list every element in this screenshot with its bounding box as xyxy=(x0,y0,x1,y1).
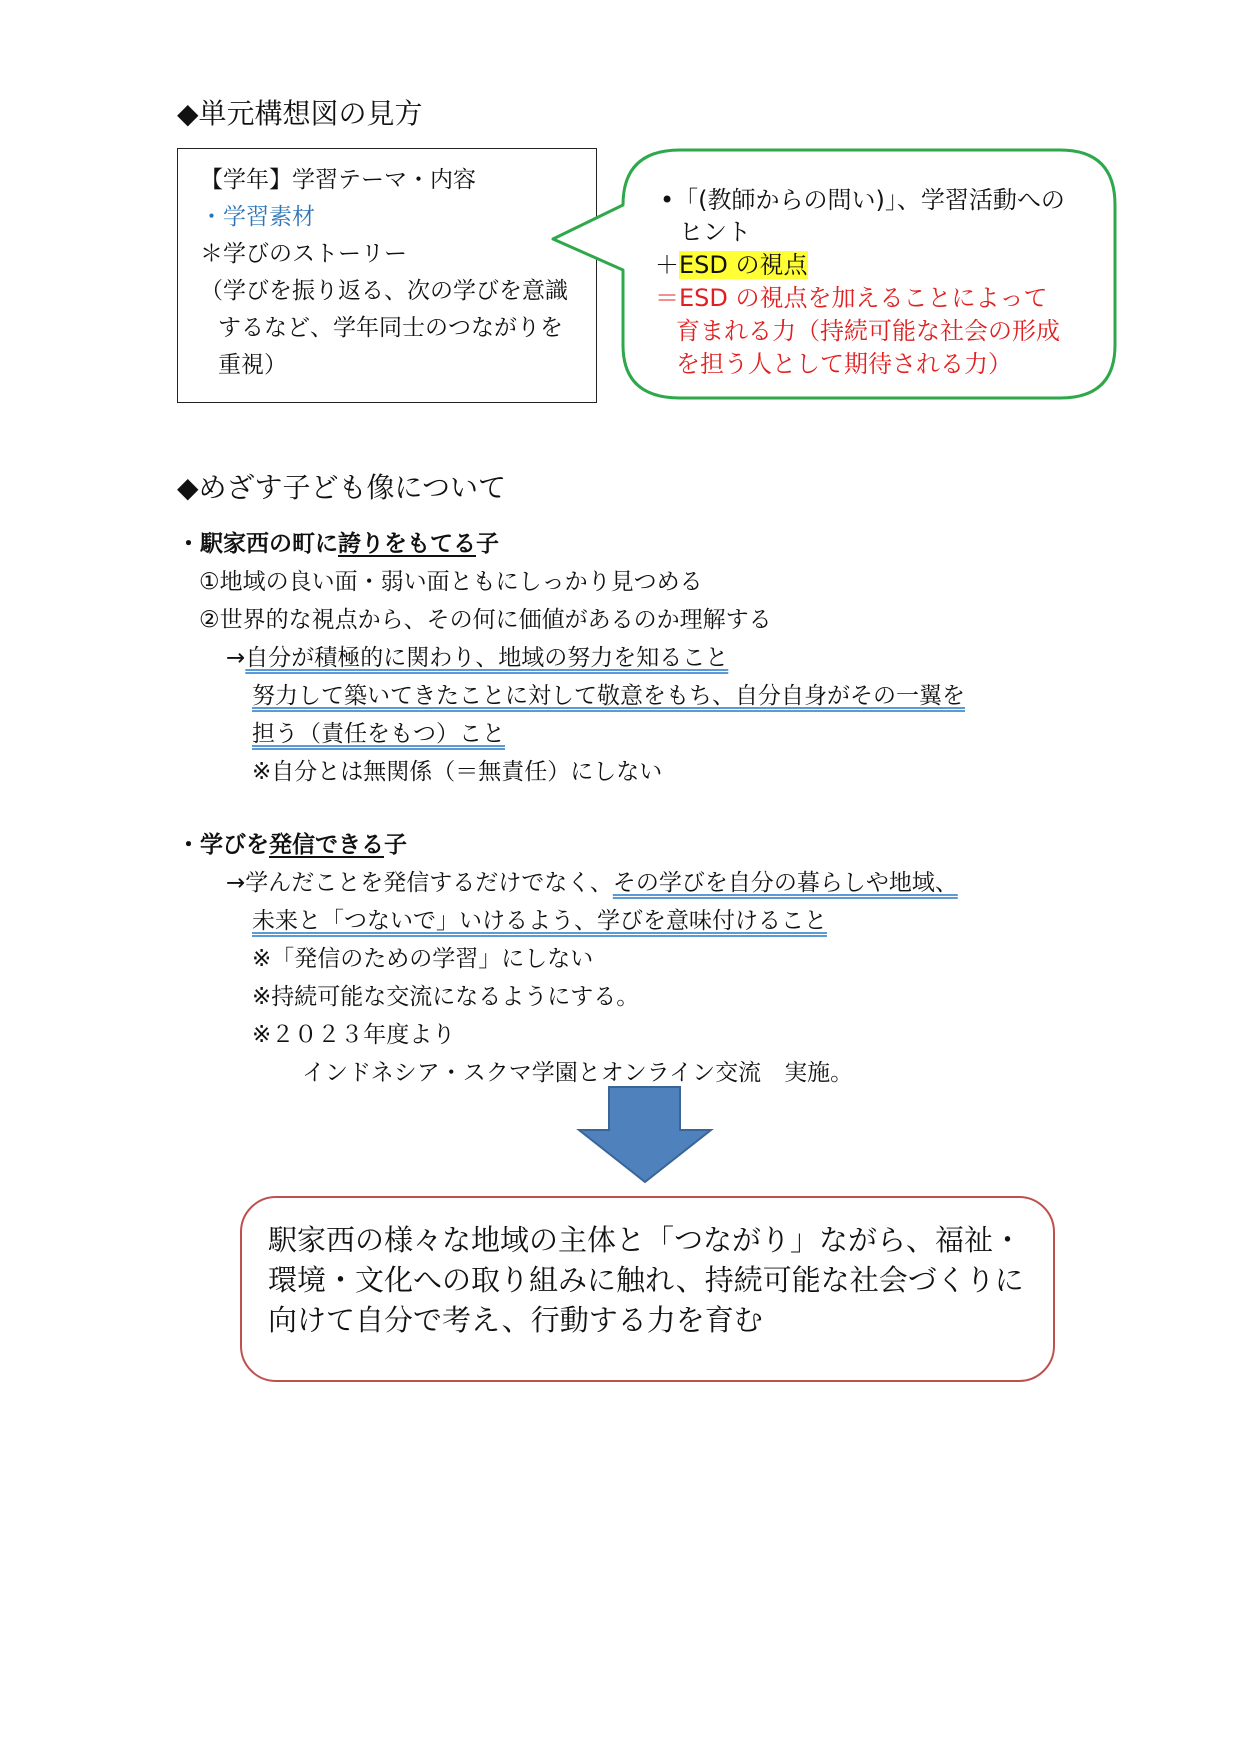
section-heading-legend: ◆単元構想図の見方 xyxy=(177,97,423,130)
item1-line-1: ①地域の良い面・弱い面ともにしっかり見つめる xyxy=(199,569,703,595)
callout-line-question: •「(教師からの問い)」、学習活動への xyxy=(660,186,1065,214)
legend-line-material: ・学習素材 xyxy=(200,204,315,230)
item1-heading: ・駅家西の町に誇りをもてる子 xyxy=(177,531,499,557)
goal-line-3: 向けて自分で考え、行動する力を育む xyxy=(268,1303,763,1337)
legend-line-note-2: するなど、学年同士のつながりを xyxy=(218,315,563,341)
legend-line-grade-theme: 【学年】学習テーマ・内容 xyxy=(200,167,476,193)
esd-highlight: ESD の視点 xyxy=(679,251,808,279)
section-heading-child-image: ◆めざす子ども像について xyxy=(177,471,506,504)
item2-line-5: ※２０２３年度より xyxy=(252,1022,456,1048)
down-arrow-icon xyxy=(575,1085,715,1185)
item1-line-5: 担う（責任をもつ）こと xyxy=(252,721,505,747)
item1-line-6: ※自分とは無関係（＝無責任）にしない xyxy=(252,759,663,785)
callout-line-red-3: を担う人として期待される力） xyxy=(676,350,1012,378)
item1-line-3: →自分が積極的に関わり、地域の努力を知ること xyxy=(226,645,729,671)
item2-line-4: ※持続可能な交流になるようにする。 xyxy=(252,984,640,1010)
item1-line-4: 努力して築いてきたことに対して敬意をもち、自分自身がその一翼を xyxy=(252,683,965,709)
item2-line-1: →学んだことを発信するだけでなく、その学びを自分の暮らしや地域、 xyxy=(226,870,958,896)
callout-line-red-2: 育まれる力（持続可能な社会の形成 xyxy=(676,317,1060,345)
callout-line-esd: ＋ESD の視点 xyxy=(655,251,808,279)
item2-line-2: 未来と「つないで」いけるよう、学びを意味付けること xyxy=(252,908,827,934)
legend-line-story: ＊学びのストーリー xyxy=(200,241,407,267)
goal-box xyxy=(240,1196,1055,1382)
callout-line-hint: ヒント xyxy=(679,218,751,246)
item2-line-6: インドネシア・スクマ学園とオンライン交流 実施。 xyxy=(302,1060,854,1086)
callout-line-red-1: ＝ESD の視点を加えることによって xyxy=(655,284,1048,312)
goal-line-2: 環境・文化への取り組みに触れ、持続可能な社会づくりに xyxy=(268,1263,1024,1297)
item2-line-3: ※「発信のための学習」にしない xyxy=(252,946,594,972)
goal-line-1: 駅家西の様々な地域の主体と「つながり」ながら、福祉・ xyxy=(268,1223,1023,1257)
legend-line-note-3: 重視） xyxy=(218,352,287,378)
item2-heading: ・学びを発信できる子 xyxy=(177,832,407,858)
legend-line-note-1: （学びを振り返る、次の学びを意識 xyxy=(200,278,568,304)
item1-line-2: ②世界的な視点から、その何に価値があるのか理解する xyxy=(199,607,772,633)
